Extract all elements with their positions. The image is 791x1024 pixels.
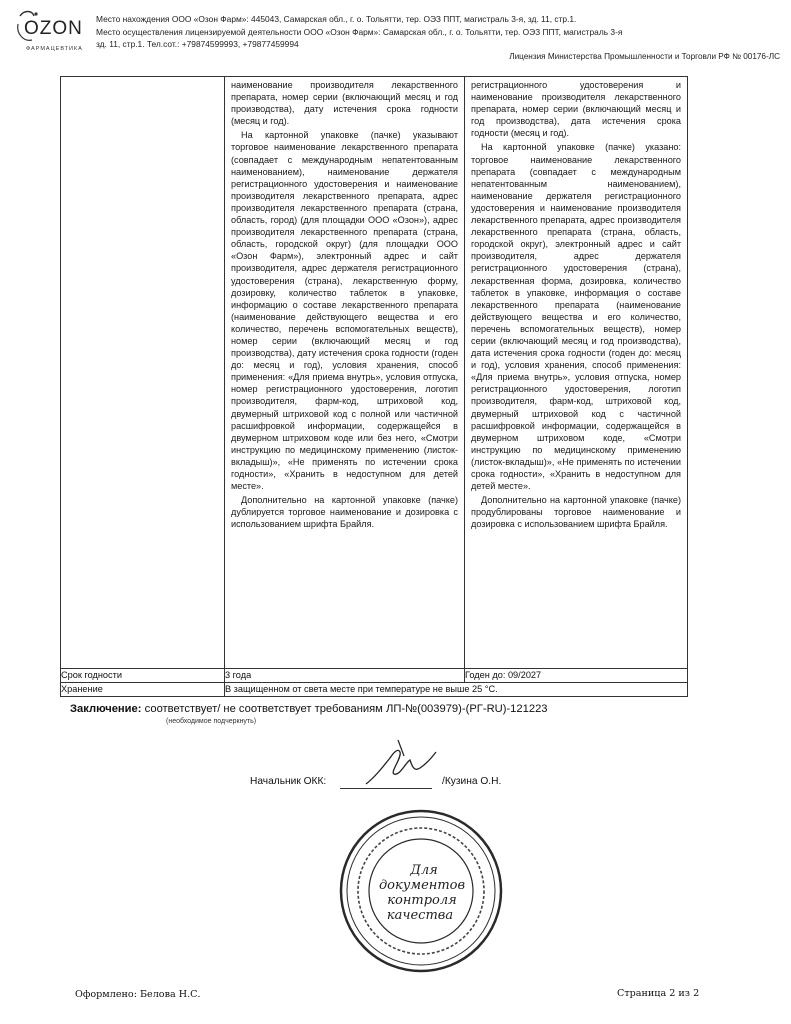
analysis-table [60, 76, 688, 697]
conclusion-text: соответствует/ не соответствует требованиям ЛП-№(003979)-(РГ-RU)-121223 [141, 703, 548, 715]
table-row-storage [61, 683, 688, 697]
result-paragraph: регистрационного удостоверения и наименование производителя лекарственного препарата, номер серии (включающий месяц и год производства), дата истечения срока годности (месяц и год). [471, 80, 681, 139]
contact-phones: зд. 11, стр.1. Тел.сот.: +79874599993, +79877459994 [96, 39, 299, 49]
shelf-life-label: Срок годности [61, 669, 225, 683]
prepared-by: Оформлено: Белова Н.С. [75, 989, 201, 1000]
storage-label: Хранение [61, 683, 225, 697]
requirement-paragraph: Дополнительно на картонной упаковке (пачке) дублируется торговое наименование и дозировка с использованием шрифта Брайля. [231, 495, 458, 530]
indicator-cell [61, 77, 225, 669]
document-header [14, 8, 784, 68]
shelf-life-requirement: 3 года [225, 669, 465, 683]
stamp-line: контроля [387, 893, 457, 908]
storage-value: В защищенном от света месте при температуре не выше 25 °С. [225, 683, 688, 697]
stamp-line: Для [410, 863, 438, 878]
quality-control-stamp [338, 808, 504, 974]
requirement-paragraph: наименование производителя лекарственного препарата, номер серии (включающий месяц и год производства), дату истечения срока годности (месяц и год). [231, 80, 458, 127]
page-number: Страница 2 из 2 [617, 988, 700, 999]
conclusion [70, 703, 548, 715]
company-logo [14, 8, 102, 56]
license-number: Лицензия Министерства Промышленности и Торговли РФ № 00176-ЛС [509, 52, 780, 61]
signer-name: /Кузина О.Н. [442, 776, 502, 787]
conclusion-note: (необходимое подчеркнуть) [166, 718, 257, 725]
result-paragraph: Дополнительно на картонной упаковке (пачке) продублированы торговое наименование и дозировка с использованием шрифта Брайля. [471, 495, 681, 530]
logo-text: OZON [24, 18, 83, 39]
activity-address: Место осуществления лицензируемой деятельности ООО «Озон Фарм»: Самарская обл., г. о. Тольятти, тер. ОЭЗ ППТ, магистраль 3-я [96, 27, 623, 37]
table-row-shelf-life [61, 669, 688, 683]
stamp-line: документов [378, 878, 466, 893]
company-address: Место нахождения ООО «Озон Фарм»: 445043, Самарская обл., г. о. Тольятти, тер. ОЭЗ ППТ, магистраль 3-я, зд. 11, стр.1. [96, 14, 577, 24]
result-cell [465, 77, 688, 669]
stamp-line: качества [386, 908, 454, 923]
requirement-paragraph: На картонной упаковке (пачке) указывают торговое наименование лекарственного препарата (совпадает с международным непатентованным наименованием), наименование держателя регистрационного удостоверения и наименование производителя лекарственного препарата, адрес производителя лекарственного препарата (страна, область, город) (для площадки ООО «Озон»), адрес производителя лекарственного препарата (страна, область, городской округ) (для площадки ООО «Озон Фарм»), электронный адрес и сайт производителя, адрес держателя регистрационного удостоверения (страна), лекарственную форму, дозировку, количество таблеток в упаковке, информацию о составе лекарственного препарата (наименование действующего вещества и его количество, перечень вспомогательных веществ), номер серии (включающий месяц и год производства), дату истечения срока годности (годен до: месяц и год), условия хранения, способ применения: «Для приема внутрь», условия отпуска, номер регистрационного удостоверения, логотип производителя, фарм-код, штриховой код, двумерный штриховой код с полной или частичной расшифровкой информации, содержащейся в двумерном штриховом коде или без него, «Смотри инструкцию по медицинскому применению (листок-вкладыш)», «Не применять по истечении срока годности», «Хранить в недоступном для детей месте». [231, 130, 458, 492]
conclusion-label: Заключение: [70, 703, 142, 715]
result-paragraph: На картонной упаковке (пачке) указано: торговое наименование лекарственного препарата (совпадает с международным непатентованным наименованием), наименование держателя регистрационного удостоверения и наименование производителя лекарственного препарата, адрес производителя лекарственного препарата (страна, область, городской округ), электронный адрес и сайт производителя, адрес держателя регистрационного удостоверения (страна), лекарственная форма, дозировка, количество таблеток в упаковке, информация о составе лекарственного препарата (наименование действующего вещества и его количество, перечень вспомогательных веществ), номер серии (включающий месяц и год производства), дата истечения срока годности (годен до: месяц и год), условия хранения, способ применения: «Для приема внутрь», условия отпуска, номер регистрационного удостоверения, логотип производителя, фарм-код, штриховой код, двумерный штриховой код с частичной расшифровкой информации, содержащейся в двумерном штриховом коде, «Смотри инструкцию по медицинскому применению (листок-вкладыш)», «Не применять по истечении срока годности», «Хранить в недоступном для детей месте». [471, 142, 681, 492]
logo-subtext: ФАРМАЦЕВТИКА [26, 46, 83, 52]
table-row [61, 77, 688, 669]
handwritten-signature [360, 738, 440, 790]
requirement-cell [225, 77, 465, 669]
signer-title: Начальник ОКК: [250, 776, 327, 787]
shelf-life-result: Годен до: 09/2027 [465, 669, 688, 683]
